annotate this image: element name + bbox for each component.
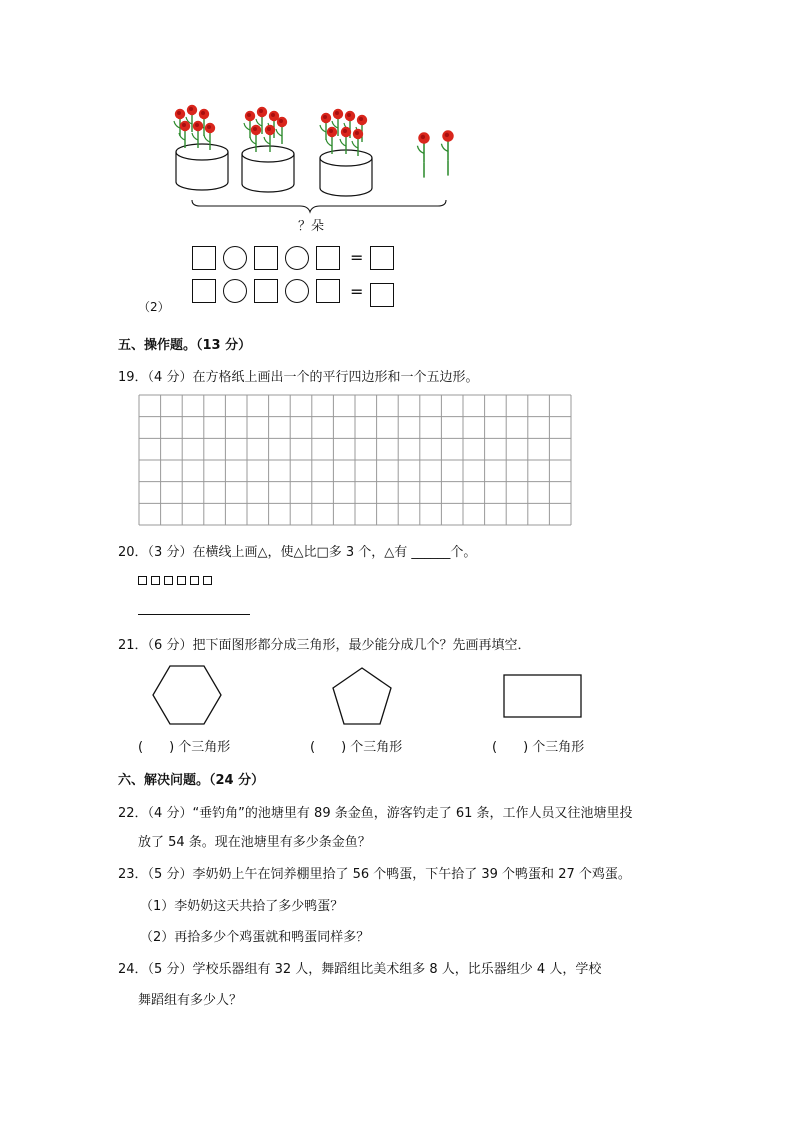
rose-icon (441, 130, 453, 175)
question-22-cont: 放了 54 条。现在池塘里有多少条金鱼？ (138, 835, 371, 850)
question-22: 22．（4 分）“垂钓角”的池塘里有 89 条金鱼，游客钓走了 61 条，工作人员又往池塘里投 (118, 806, 633, 821)
section-title-operations: 五、操作题。（13 分） (118, 338, 252, 353)
answer-box[interactable] (316, 279, 340, 303)
operator-circle[interactable] (223, 279, 247, 303)
hexagon-shape (153, 666, 221, 724)
rose-icon (326, 127, 337, 154)
equals-sign: = (350, 248, 364, 267)
part-label: （2） (138, 300, 170, 314)
square-icon (177, 576, 186, 585)
square-icon (138, 576, 147, 585)
flower-pots-figure (170, 104, 470, 216)
square-icon (164, 576, 173, 585)
question-24-cont: 舞蹈组有多少人？ (138, 993, 243, 1008)
brace-label: ？朵 (298, 219, 325, 234)
question-23: 23．（5 分）李奶奶上午在饲养棚里拾了 56 个鸭蛋，下午拾了 39 个鸭蛋和 27 个鸡蛋。 (118, 867, 631, 882)
square-row (138, 574, 216, 589)
question-19: 19．（4 分）在方格纸上画出一个的平行四边形和一个五边形。 (118, 370, 479, 385)
answer-box[interactable] (254, 279, 278, 303)
operator-circle[interactable] (223, 246, 247, 270)
square-icon (151, 576, 160, 585)
question-24: 24．（5 分）学校乐器组有 32 人，舞蹈组比美术组多 8 人，比乐器组少 4 人，学校 (118, 962, 602, 977)
triangle-answer-line[interactable] (138, 614, 250, 615)
question-21: 21．（6 分）把下面图形都分成三角形，最少能分成几个？先画再填空． (118, 638, 531, 653)
rectangle-shape (504, 675, 581, 717)
rose-icon (276, 117, 287, 144)
question-23-sub1: （1）李奶奶这天共拾了多少鸭蛋？ (140, 899, 344, 914)
equals-sign: = (350, 282, 364, 301)
operator-circle[interactable] (285, 279, 309, 303)
question-23-sub2: （2）再拾多少个鸡蛋就和鸭蛋同样多？ (140, 930, 370, 945)
grid-paper[interactable] (138, 394, 572, 526)
pot-icon (320, 150, 372, 196)
answer-box[interactable] (192, 246, 216, 270)
answer-box[interactable] (370, 246, 394, 270)
square-icon (190, 576, 199, 585)
q21-answer-2[interactable]: ( ) 个三角形 (310, 740, 403, 755)
rose-icon (417, 132, 429, 177)
answer-box[interactable] (316, 246, 340, 270)
answer-box[interactable] (370, 283, 394, 307)
q21-answer-1[interactable]: ( ) 个三角形 (138, 740, 231, 755)
pot-icon (176, 144, 228, 190)
question-20: 20．（3 分）在横线上画△，使△比□多 3 个，△有 ______个。 (118, 545, 477, 560)
pentagon-shape (333, 668, 391, 724)
shapes-figure (150, 664, 590, 730)
operator-circle[interactable] (285, 246, 309, 270)
section-title-problems: 六、解决问题。（24 分） (118, 773, 265, 788)
q21-answer-3[interactable]: ( ) 个三角形 (492, 740, 585, 755)
pot-icon (242, 146, 294, 192)
answer-box[interactable] (192, 279, 216, 303)
curly-brace (192, 200, 446, 212)
square-icon (203, 576, 212, 585)
answer-box[interactable] (254, 246, 278, 270)
